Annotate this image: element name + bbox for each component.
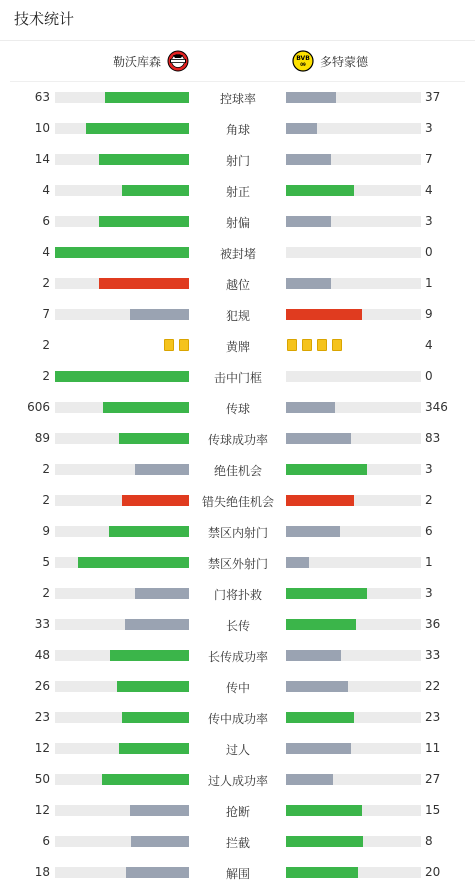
home-bar-fill xyxy=(117,681,189,692)
stat-label: 抢断 xyxy=(225,805,250,819)
away-value: 23 xyxy=(425,710,441,724)
away-bar-track xyxy=(286,557,421,568)
home-value: 5 xyxy=(42,555,50,569)
away-value: 3 xyxy=(425,586,433,600)
away-bar-track xyxy=(286,619,421,630)
yellow-card-icon xyxy=(332,339,342,351)
home-value: 2 xyxy=(42,493,50,507)
away-bar-fill xyxy=(286,557,309,568)
away-bar-fill xyxy=(286,278,331,289)
away-bar-track xyxy=(286,805,421,816)
stat-label: 传中 xyxy=(225,681,250,695)
away-value: 7 xyxy=(425,152,433,166)
home-bar-fill xyxy=(55,247,189,258)
stat-row xyxy=(0,769,475,789)
home-bar-fill xyxy=(110,650,189,661)
away-bar-fill xyxy=(286,836,363,847)
home-bar-track xyxy=(55,309,189,320)
away-bar-track xyxy=(286,712,421,723)
away-bar-track xyxy=(286,278,421,289)
home-bar-fill xyxy=(102,774,189,785)
away-bar-fill xyxy=(286,402,335,413)
stat-label: 禁区外射门 xyxy=(207,557,268,571)
away-bar-fill xyxy=(286,433,351,444)
away-bar-track xyxy=(286,309,421,320)
home-value: 26 xyxy=(34,679,50,693)
home-bar-track xyxy=(55,805,189,816)
away-team-name: 多特蒙德 xyxy=(320,54,369,69)
stat-row xyxy=(0,118,475,138)
stat-label: 禁区内射门 xyxy=(207,526,268,540)
away-value: 8 xyxy=(425,834,433,848)
home-bar-track xyxy=(55,123,189,134)
away-bar-track xyxy=(286,247,421,258)
stat-label: 射偏 xyxy=(225,216,250,230)
away-value: 3 xyxy=(425,121,433,135)
stat-row xyxy=(0,335,475,355)
away-bar-track xyxy=(286,371,421,382)
home-bar-track xyxy=(55,681,189,692)
home-value: 4 xyxy=(42,183,50,197)
home-team[interactable] xyxy=(113,50,189,72)
header-divider xyxy=(0,40,475,41)
stat-row xyxy=(0,304,475,324)
away-value: 0 xyxy=(425,245,433,259)
stat-row xyxy=(0,831,475,851)
home-bar-track xyxy=(55,526,189,537)
home-bar-fill xyxy=(126,867,189,878)
stat-row xyxy=(0,676,475,696)
away-bar-fill xyxy=(286,185,354,196)
stat-label: 解围 xyxy=(225,867,250,881)
stat-row xyxy=(0,149,475,169)
home-bar-fill xyxy=(131,836,189,847)
stat-row xyxy=(0,614,475,634)
home-value: 33 xyxy=(34,617,50,631)
stat-row xyxy=(0,459,475,479)
away-value: 1 xyxy=(425,555,433,569)
home-team-name: 勒沃库森 xyxy=(112,54,161,69)
home-bar-fill xyxy=(103,402,189,413)
away-bar-track xyxy=(286,92,421,103)
stat-row xyxy=(0,490,475,510)
home-value: 2 xyxy=(42,338,50,352)
home-value: 606 xyxy=(27,400,50,414)
stat-label: 越位 xyxy=(225,278,250,292)
away-bar-track xyxy=(286,526,421,537)
away-bar-track xyxy=(286,123,421,134)
home-value: 12 xyxy=(34,741,50,755)
away-value: 4 xyxy=(425,338,433,352)
teams-divider xyxy=(10,81,465,82)
stat-row xyxy=(0,273,475,293)
svg-text:09: 09 xyxy=(300,62,306,67)
home-bar-track xyxy=(55,247,189,258)
home-bar-track xyxy=(55,743,189,754)
away-value: 1 xyxy=(425,276,433,290)
away-value: 6 xyxy=(425,524,433,538)
home-bar-fill xyxy=(78,557,189,568)
stat-row xyxy=(0,180,475,200)
stat-row xyxy=(0,521,475,541)
stat-label: 绝佳机会 xyxy=(213,464,262,478)
home-bar-fill xyxy=(99,216,189,227)
away-value: 2 xyxy=(425,493,433,507)
home-bar-fill xyxy=(135,464,189,475)
stat-row xyxy=(0,707,475,727)
away-bar-fill xyxy=(286,619,356,630)
away-bar-fill xyxy=(286,526,340,537)
home-value: 2 xyxy=(42,369,50,383)
home-value: 23 xyxy=(34,710,50,724)
away-value: 27 xyxy=(425,772,441,786)
home-bar-fill xyxy=(122,495,189,506)
away-bar-fill xyxy=(286,805,362,816)
stat-label: 射门 xyxy=(225,154,250,168)
away-value: 9 xyxy=(425,307,433,321)
home-bar-track xyxy=(55,836,189,847)
home-bar-track xyxy=(55,619,189,630)
stat-row xyxy=(0,211,475,231)
home-bar-track xyxy=(55,588,189,599)
away-value: 37 xyxy=(425,90,441,104)
home-bar-fill xyxy=(135,588,189,599)
svg-text:BVB: BVB xyxy=(296,55,310,62)
away-bar-track xyxy=(286,588,421,599)
stat-row xyxy=(0,738,475,758)
away-bar-fill xyxy=(286,867,358,878)
dortmund-logo-icon xyxy=(292,50,314,72)
stat-row xyxy=(0,800,475,820)
yellow-card-icon xyxy=(302,339,312,351)
yellow-card-icon xyxy=(164,339,174,351)
away-bar-track xyxy=(286,185,421,196)
away-bar-fill xyxy=(286,216,331,227)
away-bar-track xyxy=(286,154,421,165)
away-bar-track xyxy=(286,743,421,754)
away-value: 0 xyxy=(425,369,433,383)
away-bar-fill xyxy=(286,464,367,475)
away-bar-fill xyxy=(286,774,333,785)
home-bar-track xyxy=(55,774,189,785)
home-value: 48 xyxy=(34,648,50,662)
away-bar-track xyxy=(286,433,421,444)
home-bar-track xyxy=(55,557,189,568)
yellow-card-icon xyxy=(179,339,189,351)
away-bar-track xyxy=(286,650,421,661)
away-value: 4 xyxy=(425,183,433,197)
away-bar-fill xyxy=(286,712,354,723)
away-value: 346 xyxy=(425,400,448,414)
home-bar-track xyxy=(55,278,189,289)
away-bar-fill xyxy=(286,681,348,692)
home-bar-track xyxy=(55,154,189,165)
stat-row xyxy=(0,366,475,386)
home-bar-fill xyxy=(130,805,189,816)
home-bar-fill xyxy=(109,526,189,537)
home-bar-fill xyxy=(122,185,189,196)
home-bar-fill xyxy=(86,123,189,134)
home-bar-fill xyxy=(130,309,189,320)
stat-row xyxy=(0,87,475,107)
home-value: 2 xyxy=(42,586,50,600)
stat-row xyxy=(0,397,475,417)
away-bar-fill xyxy=(286,154,331,165)
home-value: 63 xyxy=(34,90,50,104)
home-value: 12 xyxy=(34,803,50,817)
home-value: 2 xyxy=(42,462,50,476)
leverkusen-logo-icon xyxy=(167,50,189,72)
stat-label: 击中门框 xyxy=(213,371,262,385)
away-bar-fill xyxy=(286,92,336,103)
stat-label: 错失绝佳机会 xyxy=(201,495,274,509)
stat-label: 过人成功率 xyxy=(207,774,268,788)
page-title: 技术统计 xyxy=(14,10,75,28)
away-bar-track xyxy=(286,495,421,506)
stat-label: 长传 xyxy=(225,619,250,633)
away-value: 3 xyxy=(425,462,433,476)
away-bar-fill xyxy=(286,309,362,320)
stat-label: 拦截 xyxy=(225,836,250,850)
away-value: 15 xyxy=(425,803,441,817)
stat-row xyxy=(0,552,475,572)
home-bar-track xyxy=(55,867,189,878)
away-bar-track xyxy=(286,216,421,227)
away-bar-fill xyxy=(286,743,351,754)
home-bar-track xyxy=(55,433,189,444)
stat-label: 黄牌 xyxy=(225,340,250,354)
stat-label: 射正 xyxy=(225,185,250,199)
stat-label: 角球 xyxy=(225,123,250,137)
stat-row xyxy=(0,428,475,448)
yellow-card-icon xyxy=(317,339,327,351)
away-bar-fill xyxy=(286,495,354,506)
away-bar-track xyxy=(286,464,421,475)
away-bar-fill xyxy=(286,588,367,599)
away-value: 22 xyxy=(425,679,441,693)
stat-label: 传球成功率 xyxy=(207,433,268,447)
home-bar-fill xyxy=(55,371,189,382)
home-bar-track xyxy=(55,371,189,382)
stat-label: 门将扑救 xyxy=(213,588,262,602)
away-value: 3 xyxy=(425,214,433,228)
stat-label: 传中成功率 xyxy=(207,712,268,726)
stat-label: 长传成功率 xyxy=(207,650,268,664)
home-bar-track xyxy=(55,92,189,103)
home-bar-track xyxy=(55,185,189,196)
home-bar-track xyxy=(55,216,189,227)
home-value: 14 xyxy=(34,152,50,166)
stat-label: 控球率 xyxy=(219,92,256,106)
away-value: 33 xyxy=(425,648,441,662)
home-value: 18 xyxy=(34,865,50,879)
home-value: 2 xyxy=(42,276,50,290)
stat-label: 被封堵 xyxy=(219,247,256,261)
stat-row xyxy=(0,862,475,882)
away-value: 83 xyxy=(425,431,441,445)
stat-label: 过人 xyxy=(225,743,250,757)
away-value: 11 xyxy=(425,741,441,755)
home-bar-fill xyxy=(99,278,189,289)
home-bar-track xyxy=(55,402,189,413)
home-bar-fill xyxy=(125,619,189,630)
away-value: 20 xyxy=(425,865,441,879)
home-bar-fill xyxy=(99,154,189,165)
away-bar-fill xyxy=(286,123,317,134)
home-value: 9 xyxy=(42,524,50,538)
home-value: 7 xyxy=(42,307,50,321)
home-bar-track xyxy=(55,712,189,723)
away-bar-track xyxy=(286,402,421,413)
home-value: 50 xyxy=(34,772,50,786)
away-value: 36 xyxy=(425,617,441,631)
home-value: 6 xyxy=(42,214,50,228)
away-bar-track xyxy=(286,867,421,878)
home-bar-fill xyxy=(105,92,189,103)
away-bar-track xyxy=(286,774,421,785)
away-bar-track xyxy=(286,681,421,692)
home-bar-fill xyxy=(119,743,189,754)
stat-label: 犯规 xyxy=(225,309,250,323)
home-bar-track xyxy=(55,464,189,475)
home-value: 4 xyxy=(42,245,50,259)
stat-label: 传球 xyxy=(225,402,250,416)
away-team[interactable] xyxy=(292,50,368,72)
home-value: 6 xyxy=(42,834,50,848)
home-bar-track xyxy=(55,495,189,506)
away-bar-fill xyxy=(286,650,341,661)
home-bar-fill xyxy=(122,712,189,723)
stat-row xyxy=(0,583,475,603)
home-value: 10 xyxy=(34,121,50,135)
home-bar-track xyxy=(55,650,189,661)
home-value: 89 xyxy=(34,431,50,445)
stat-row xyxy=(0,645,475,665)
stat-row xyxy=(0,242,475,262)
yellow-card-icon xyxy=(287,339,297,351)
away-bar-track xyxy=(286,836,421,847)
home-bar-fill xyxy=(119,433,189,444)
